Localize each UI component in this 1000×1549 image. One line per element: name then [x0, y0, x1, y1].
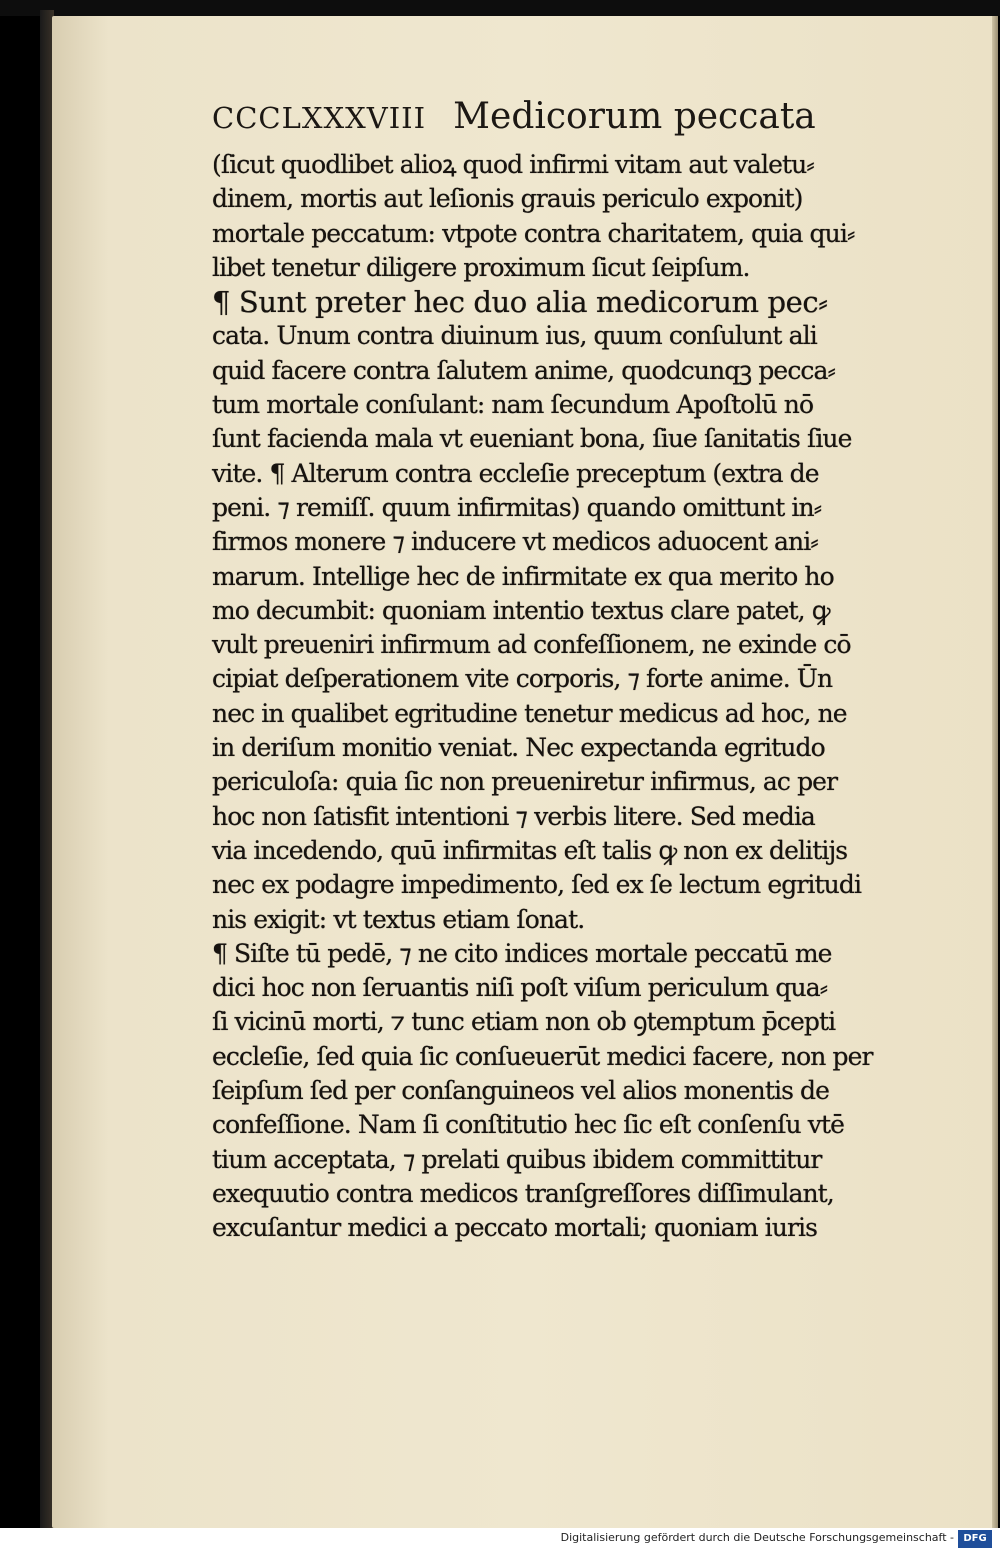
text-line: dici hoc non ſeruantis niſi poſt viſum periculum qua⸗	[212, 973, 828, 1003]
text-line: hoc non ſatisfit intentioni ⁊ verbis litere. Sed media	[212, 801, 815, 831]
running-title: Medicorum peccata	[453, 96, 816, 137]
text-line: tum mortale conſulant: nam ſecundum Apoſtolū nō	[212, 390, 814, 420]
text-line: (ſicut quodlibet alioꝝ quod infirmi vitam aut valetu⸗	[212, 150, 814, 179]
text-line: cata. Unum contra diuinum ius, quum conſulunt ali	[212, 321, 817, 351]
text-line: nec ex podagre impedimento, ſed ex ſe lectum egritudi	[212, 870, 862, 900]
text-line: eccleſie, ſed quia ſic conſueuerūt medici facere, non per	[212, 1041, 873, 1071]
text-line: ſeipſum ſed per conſanguineos vel alios monentis de	[212, 1076, 830, 1106]
text-line: marum. Intellige hec de infirmitate ex qua merito ho	[212, 561, 834, 591]
page-header	[212, 96, 832, 146]
text-line: ſi vicinū morti, ⁊ tunc etiam non ob ꝯtemptum p̄cepti	[212, 1007, 836, 1037]
text-line: exequutio contra medicos tranſgreſſores diſſimulant,	[212, 1178, 834, 1208]
footer-bar	[0, 1528, 1000, 1549]
text-line: libet tenetur diligere proximum ſicut ſeipſum.	[212, 252, 750, 282]
text-line: nec in qualibet egritudine tenetur medicus ad hoc, ne	[212, 698, 847, 728]
text-line: dinem, mortis aut leſionis grauis periculo exponit)	[212, 184, 803, 214]
scan-top-border	[0, 0, 1000, 16]
dfg-logo-icon: DFG	[958, 1530, 992, 1548]
text-line: quid facere contra ſalutem anime, quodcunqꝫ pecca⸗	[212, 355, 835, 385]
page-right-edge	[992, 16, 998, 1528]
text-line: tium acceptata, ⁊ prelati quibus ibidem committitur	[212, 1144, 822, 1174]
text-line: ſunt facienda mala vt eueniant bona, ſiue ſanitatis ſiue	[212, 424, 852, 454]
text-line: mo decumbit: quoniam intentio textus clare patet, ꝙ	[212, 595, 830, 625]
text-line: nis exigit: vt textus etiam ſonat.	[212, 904, 585, 934]
text-line: vite. ¶ Alterum contra eccleſie preceptum (extra de	[212, 458, 819, 488]
funding-credit: Digitalisierung gefördert durch die Deutsche Forschungsgemeinschaft -	[560, 1531, 954, 1544]
text-line: peni. ⁊ remiſſ. quum infirmitas) quando omittunt in⸗	[212, 492, 822, 522]
text-block	[212, 148, 912, 1246]
text-line: via incedendo, quū infirmitas eſt talis ꝙ non ex delitijs	[212, 835, 848, 865]
text-line: excuſantur medici a peccato mortali; quoniam iuris	[212, 1213, 818, 1243]
folio-number: CCCLXXXVIII	[212, 101, 427, 135]
text-line: firmos monere ⁊ inducere vt medicos aduocent ani⸗	[212, 527, 818, 557]
text-line: ¶ Sunt preter hec duo alia medicorum pec⸗	[212, 285, 828, 320]
text-line: periculoſa: quia ſic non preueniretur infirmus, ac per	[212, 767, 838, 797]
text-line: in deriſum monitio veniat. Nec expectanda egritudo	[212, 733, 825, 763]
text-line: vult preueniri infirmum ad confeſſionem, ne exinde cō	[212, 630, 851, 660]
text-line: ¶ Siſte tū pedē, ⁊ ne cito indices mortale peccatū me	[212, 938, 832, 968]
text-line: mortale peccatum: vtpote contra charitatem, quia qui⸗	[212, 218, 855, 248]
text-line: confeſſione. Nam ſi conſtitutio hec ſic eſt conſenſu vtē	[212, 1110, 845, 1140]
text-line: cipiat deſperationem vite corporis, ⁊ forte anime. Ūn	[212, 664, 833, 694]
